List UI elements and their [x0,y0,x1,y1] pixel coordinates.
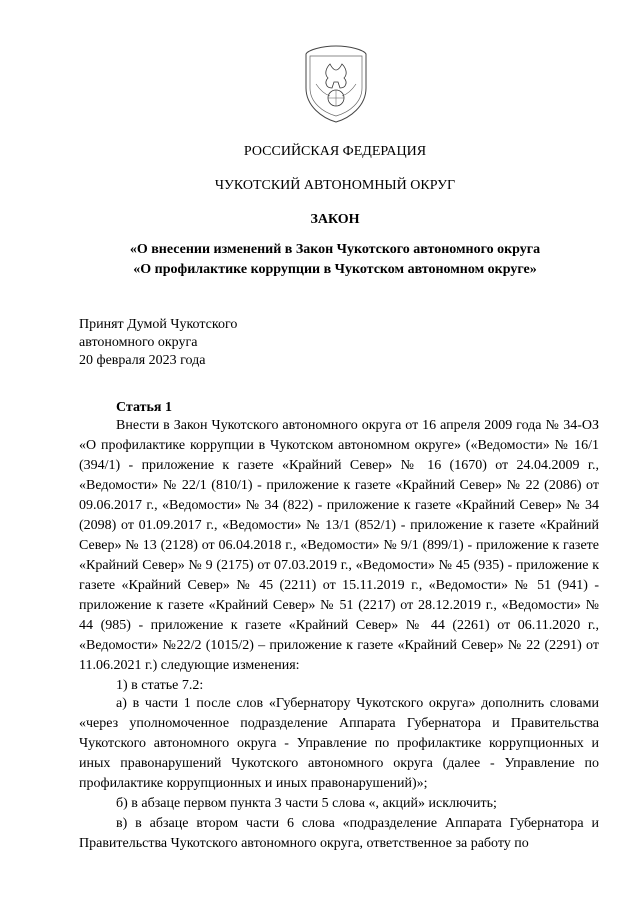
country-name: РОССИЙСКАЯ ФЕДЕРАЦИЯ [243,144,427,159]
document-type: ЗАКОН [310,212,360,227]
law-title-line-2: «О профилактике коррупции в Чукотском автономном округе» [133,262,537,277]
adopted-date: 20 февраля 2023 года [79,353,206,368]
article-intro-paragraph: Внести в Закон Чукотского автономного округа от 16 апреля 2009 года № 34-ОЗ «О профилактике коррупции в Чукотском автономном округе» («Ведомости» № 16/1 (394/1) - приложение к газете «Крайний Север» № 16 (1670) от 24.04.2009 г., «Ведомости» № 22/1 (810/1) - приложение к газете «Крайний Север» № 22 (2086) от 09.06.2017 г., «Ведомости» № 34 (822) - приложение к газете «Крайний Север» № 34 (2098) от 01.09.2017 г., «Ведомости» № 13/1 (852/1) - приложение к газете «Крайний Север» № 13 (2128) от 06.04.2018 г., «Ведомости» № 9/1 (899/1) - приложение к газете «Крайний Север» № 9 (2175) от 07.03.2019 г., «Ведомости» № 45 (935) - приложение к газете «Крайний Север» № 45 (2211) от 15.11.2019 г., «Ведомости» № 51 (941) - приложение к газете «Крайний Север» № 51 (2217) от 28.12.2019 г., «Ведомости» № 44 (985) - приложение к газете «Крайний Север» № 44 (2261) от 06.11.2020 г., «Ведомости» №22/2 (1015/2) – приложение к газете «Крайний Север» № 22 (2291) от 11.06.2021 г.) следующие изменения: [79,418,599,673]
item-1c: в) в абзаце втором части 6 слова «подразделение Аппарата Губернатора и Правительства Чукотского автономного округа, ответственное за работу по [79,816,599,851]
adopted-line-2: автономного округа [79,335,198,350]
item-1a: а) в части 1 после слов «Губернатору Чукотского округа» дополнить словами «через уполномоченное подразделение Аппарата Губернатора и Правительства Чукотского автономного округа - Управление по профилактике коррупционных и иных правонарушений Чукотского автономного округа (далее - Управление по профилактике коррупционных и иных правонарушений)»; [79,696,599,791]
item-1: 1) в статье 7.2: [116,678,204,693]
coat-of-arms-emblem [300,44,372,124]
item-1b: б) в абзаце первом пункта 3 части 5 слова «, акций» исключить; [116,796,497,811]
article-heading: Статья 1 [116,400,172,415]
law-title-line-1: «О внесении изменений в Закон Чукотского автономного округа [129,242,541,257]
region-name: ЧУКОТСКИЙ АВТОНОМНЫЙ ОКРУГ [214,178,456,193]
adopted-line-1: Принят Думой Чукотского [79,317,238,332]
